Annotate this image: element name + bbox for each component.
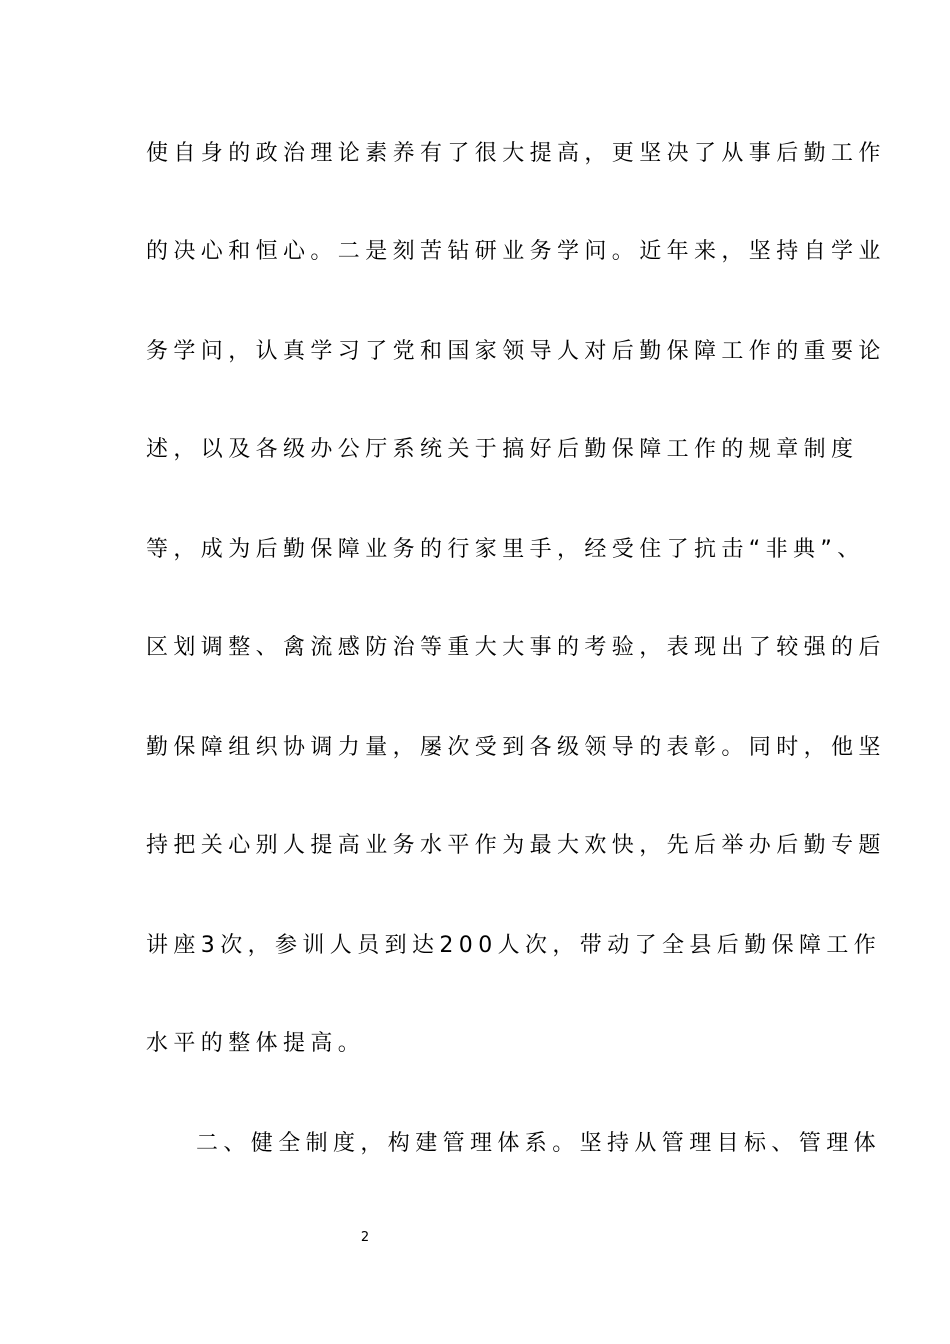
body-text-line-5: 等，成为后勤保障业务的行家里手，经受住了抗击“非典”、 <box>146 537 865 562</box>
body-text-line-8: 持把关心别人提高业务水平作为最大欢快，先后举办后勤专题 <box>146 833 886 858</box>
body-text-line-3: 务学问，认真学习了党和国家领导人对后勤保障工作的重要论 <box>146 339 886 364</box>
section-heading-line: 二、健全制度，构建管理体系。坚持从管理目标、管理体 <box>196 1131 882 1156</box>
body-text-line-10: 水平的整体提高。 <box>146 1031 366 1056</box>
body-text-line-7: 勤保障组织协调力量，屡次受到各级领导的表彰。同时，他坚 <box>146 735 886 760</box>
body-text-line-1: 使自身的政治理论素养有了很大提高，更坚决了从事后勤工作 <box>146 141 886 166</box>
body-text-line-4: 述，以及各级办公厅系统关于搞好后勤保障工作的规章制度 <box>146 437 859 462</box>
body-text-line-2: 的决心和恒心。二是刻苦钻研业务学问。近年来，坚持自学业 <box>146 239 886 264</box>
body-text-line-6: 区划调整、禽流感防治等重大大事的考验，表现出了较强的后 <box>146 635 886 660</box>
page-number: 2 <box>360 1230 370 1245</box>
body-text-line-9: 讲座3次，参训人员到达200人次，带动了全县后勤保障工作 <box>146 933 882 958</box>
